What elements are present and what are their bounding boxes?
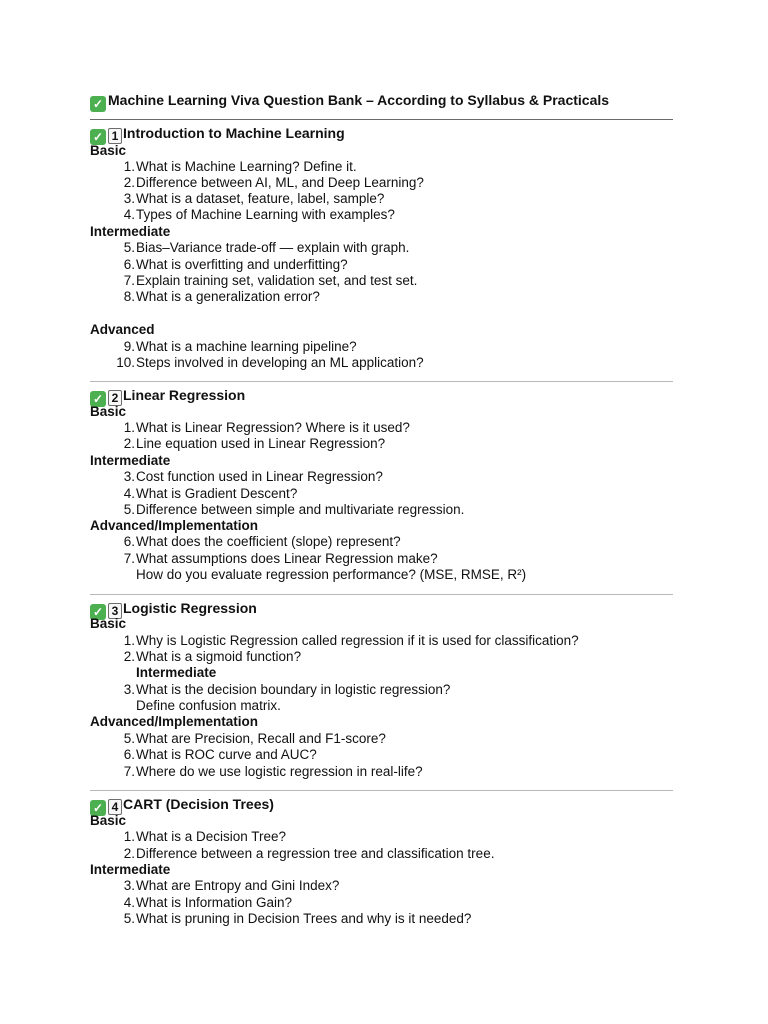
difficulty-label: Basic: [90, 616, 127, 631]
question-item: [109, 435, 385, 452]
question-item: [109, 338, 357, 355]
section-number-badge: 4: [108, 799, 122, 815]
question-number: 1.: [123, 829, 135, 844]
question-item: [109, 894, 292, 911]
question-text: Where do we use logistic regression in real-life?: [136, 764, 423, 779]
question-number: 5.: [123, 502, 135, 517]
check-mark-icon: ✓: [90, 800, 106, 816]
question-text: What is a Decision Tree?: [136, 829, 287, 844]
question-number: 5.: [123, 240, 135, 255]
question-number: 6.: [123, 257, 135, 272]
question-text: Types of Machine Learning with examples?: [136, 207, 395, 222]
question-item: [109, 354, 424, 371]
question-text: Explain training set, validation set, and test set.: [136, 273, 418, 288]
question-text: What is overfitting and underfitting?: [136, 257, 348, 272]
question-number: 5.: [123, 911, 135, 926]
question-item: [109, 763, 423, 780]
question-text: What is Information Gain?: [136, 895, 293, 910]
question-number: 3.: [123, 469, 135, 484]
question-item: [109, 533, 401, 550]
question-number: 9.: [123, 339, 135, 354]
question-text: What is the decision boundary in logistic regression?: [136, 682, 451, 697]
question-item: [109, 206, 395, 223]
question-item: [109, 239, 409, 256]
question-item: [109, 272, 417, 289]
section-number-badge: 1: [108, 128, 122, 144]
question-text: What is Gradient Descent?: [136, 486, 298, 501]
difficulty-label: Basic: [90, 404, 127, 419]
section-divider: [90, 381, 673, 382]
question-text: Difference between simple and multivariate regression.: [136, 502, 465, 517]
question-item: [109, 828, 286, 845]
question-text: Why is Logistic Regression called regression if it is used for classification?: [136, 633, 579, 648]
question-item: [109, 746, 317, 763]
question-item: [109, 419, 410, 436]
question-text: Define confusion matrix.: [136, 698, 281, 713]
question-text: What does the coefficient (slope) represent?: [136, 534, 401, 549]
question-text: Cost function used in Linear Regression?: [136, 469, 383, 484]
question-item: [109, 877, 339, 894]
section-title-text: Linear Regression: [123, 387, 246, 403]
check-mark-icon: ✓: [90, 604, 106, 620]
question-text: What is a machine learning pipeline?: [136, 339, 357, 354]
section-number-badge: 3: [108, 603, 122, 619]
section-number-badge: 2: [108, 390, 122, 406]
question-text: What is a sigmoid function?: [136, 649, 302, 664]
question-text: What is Machine Learning? Define it.: [136, 159, 357, 174]
question-number: 7.: [123, 273, 135, 288]
question-number: 6.: [123, 747, 135, 762]
difficulty-label: Advanced/Implementation: [90, 714, 259, 729]
question-text: What is pruning in Decision Trees and why is it needed?: [136, 911, 472, 926]
question-number: 1.: [123, 420, 135, 435]
question-item: [109, 501, 464, 518]
question-number: 4.: [123, 486, 135, 501]
question-number: 1.: [123, 159, 135, 174]
question-number: 10.: [116, 355, 135, 370]
document-title: [90, 91, 609, 112]
check-mark-icon: ✓: [90, 129, 106, 145]
question-item: [109, 845, 494, 862]
section-title-text: CART (Decision Trees): [123, 796, 274, 812]
question-number: 8.: [123, 289, 135, 304]
question-text: How do you evaluate regression performance? (MSE, RMSE, R²): [136, 567, 527, 582]
question-text: Difference between AI, ML, and Deep Learning?: [136, 175, 424, 190]
question-text: What is a generalization error?: [136, 289, 320, 304]
question-item: [109, 288, 320, 305]
question-item: [109, 485, 297, 502]
difficulty-label: Advanced: [90, 322, 155, 337]
question-number: 4.: [123, 895, 135, 910]
question-text: What assumptions does Linear Regression make?: [136, 551, 438, 566]
question-number: 1.: [123, 633, 135, 648]
difficulty-label: Intermediate: [90, 224, 171, 239]
question-item: [109, 174, 424, 191]
question-item: [109, 910, 471, 927]
question-number: 3.: [123, 878, 135, 893]
document-title-text: Machine Learning Viva Question Bank – According to Syllabus & Practicals: [108, 92, 610, 108]
difficulty-label: Advanced/Implementation: [90, 518, 259, 533]
question-item: [109, 256, 348, 273]
question-item: [109, 468, 383, 485]
question-number: 2.: [123, 436, 135, 451]
section-title: [90, 124, 345, 145]
question-item: [109, 550, 438, 567]
question-item: [109, 632, 579, 649]
question-text: What is Linear Regression? Where is it used?: [136, 420, 410, 435]
question-number: 4.: [123, 207, 135, 222]
question-number: 3.: [123, 191, 135, 206]
question-item: [109, 648, 301, 665]
question-text: What is a dataset, feature, label, sample?: [136, 191, 385, 206]
question-number: 2.: [123, 846, 135, 861]
question-text: What is ROC curve and AUC?: [136, 747, 317, 762]
section-title-text: Logistic Regression: [123, 600, 257, 616]
difficulty-label: Intermediate: [90, 453, 171, 468]
check-mark-icon: ✓: [90, 391, 106, 407]
question-number: 7.: [123, 551, 135, 566]
question-item: [109, 158, 357, 175]
check-mark-icon: ✓: [90, 96, 106, 112]
question-number: 5.: [123, 731, 135, 746]
question-text: What are Entropy and Gini Index?: [136, 878, 340, 893]
question-number: 6.: [123, 534, 135, 549]
question-text: Steps involved in developing an ML application?: [136, 355, 424, 370]
question-item: [109, 681, 450, 698]
question-number: 7.: [123, 764, 135, 779]
difficulty-label: Intermediate: [90, 862, 171, 877]
question-number: 2.: [123, 175, 135, 190]
section-title-text: Introduction to Machine Learning: [123, 125, 345, 141]
question-text: Difference between a regression tree and classification tree.: [136, 846, 495, 861]
question-number: 3.: [123, 682, 135, 697]
difficulty-label: Basic: [90, 813, 127, 828]
question-item: [109, 730, 386, 747]
difficulty-label: Intermediate: [136, 665, 217, 680]
question-item: [109, 190, 384, 207]
question-text: What are Precision, Recall and F1-score?: [136, 731, 386, 746]
difficulty-label: Basic: [90, 143, 127, 158]
question-text: Line equation used in Linear Regression?: [136, 436, 386, 451]
section-divider: [90, 119, 673, 120]
section-divider: [90, 790, 673, 791]
question-text: Bias–Variance trade-off — explain with graph.: [136, 240, 410, 255]
question-number: 2.: [123, 649, 135, 664]
section-divider: [90, 594, 673, 595]
